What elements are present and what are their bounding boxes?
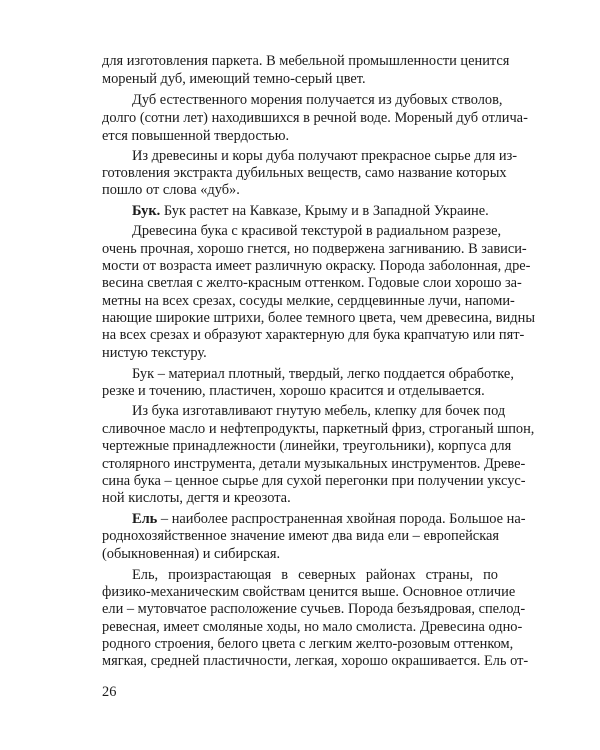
text-line: долго (сотни лет) находившихся в речной воде. Мореный дуб отлича-: [102, 110, 528, 127]
text-line: мягкая, средней пластичности, легкая, хорошо окрашивается. Ель от-: [102, 653, 529, 669]
section-heading-line: [132, 510, 526, 528]
text-line: метны на всех срезах, сосуды мелкие, сердцевинные лучи, напоми-: [102, 293, 515, 309]
text-span: Бук растет на Кавказе, Крыму и в Западной Украине.: [160, 202, 489, 219]
text-line: Из бука изготавливают гнутую мебель, клепку для бочек под: [132, 403, 506, 420]
text-line: пошло от слова «дуб».: [102, 182, 240, 198]
section-heading-line: [132, 202, 498, 220]
text-line: ной кислоты, дегтя и креозота.: [102, 490, 291, 506]
text-line: роднохозяйственное значение имеют два вида ели – европейская: [102, 527, 499, 544]
text-line: ется повышенной твердостью.: [102, 128, 290, 145]
text-line: Бук – материал плотный, твердый, легко поддается обработке,: [132, 365, 514, 382]
text-line: для изготовления паркета. В мебельной промышленности ценится: [102, 53, 510, 69]
text-line: весина светлая с желто-красным оттенком. Годовые слои хорошо за-: [102, 275, 522, 292]
text-span: – наиболее распространенная хвойная порода. Большое на-: [157, 510, 526, 527]
page-number: 26: [102, 684, 117, 700]
text-line: ели – мутовчатое расположение сучьев. Порода безъядровая, спелод-: [102, 601, 526, 618]
text-line: сина бука – ценное сырье для сухой перегонки при получении уксус-: [102, 473, 526, 489]
text-line: Ель, произрастающая в северных районах страны, по: [132, 567, 498, 583]
text-line: Древесина бука с красивой текстурой в радиальном разрезе,: [132, 223, 502, 240]
text-line: чертежные принадлежности (линейки, треугольники), корпуса для: [102, 438, 512, 455]
text-line: на всех срезах и образуют характерную для бука крапчатую или пят-: [102, 327, 525, 343]
text-line: нающие широкие штрихи, более темного цвета, чем древесина, видны: [102, 310, 535, 326]
text-line: сливочное масло и нефтепродукты, паркетный фриз, строганый шпон,: [102, 421, 535, 438]
text-line: Дуб естественного морения получается из дубовых стволов,: [132, 92, 503, 109]
section-term-el: Ель: [132, 510, 158, 527]
text-line: ревесная, имеет смоляные ходы, но мало смолиста. Древесина одно-: [102, 619, 523, 635]
text-line: Из древесины и коры дуба получают прекрасное сырье для из-: [132, 147, 518, 164]
text-line: физико-механическим свойствам ценится выше. Основное отличие: [102, 584, 516, 600]
text-line: нистую текстуру.: [102, 344, 207, 361]
text-line: (обыкновенная) и сибирская.: [102, 545, 281, 562]
text-line: родного строения, белого цвета с легким желто-розовым оттенком,: [102, 636, 514, 652]
section-term-buk: Бук.: [132, 202, 161, 219]
text-line: столярного инструмента, детали музыкальных инструментов. Древе-: [102, 456, 526, 472]
text-line: резке и точению, пластичен, хорошо красится и отделывается.: [102, 382, 485, 399]
text-line: мореный дуб, имеющий темно-серый цвет.: [102, 70, 366, 87]
text-line: мости от возраста имеет различную окраску. Порода заболонная, дре-: [102, 258, 531, 275]
text-line: очень прочная, хорошо гнется, но подвержена загниванию. В зависи-: [102, 241, 527, 258]
text-line: готовления экстракта дубильных веществ, само название которых: [102, 164, 507, 181]
